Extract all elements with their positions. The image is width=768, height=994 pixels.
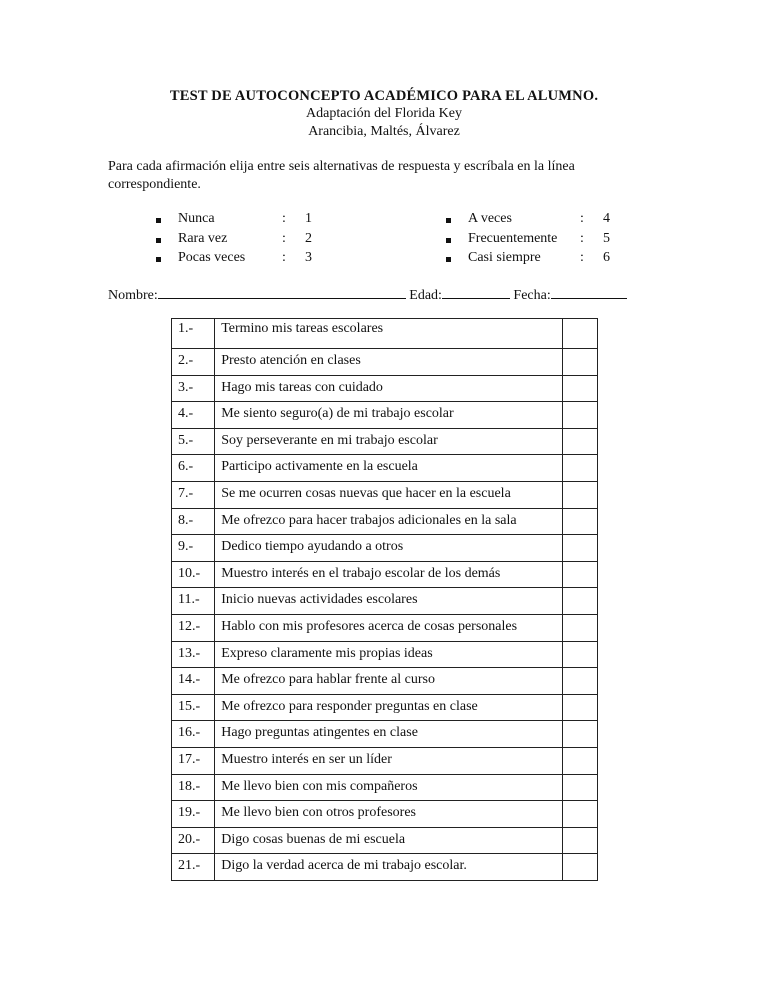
item-number: 9.-: [172, 535, 215, 562]
bullet-icon: [446, 257, 451, 262]
scale-option: [154, 250, 334, 270]
document-authors: Arancibia, Maltés, Álvarez: [308, 124, 460, 139]
answer-cell[interactable]: [563, 402, 598, 429]
item-number: 11.-: [172, 588, 215, 615]
table-row: [172, 774, 598, 801]
scale-separator: :: [580, 230, 584, 246]
table-row: [172, 801, 598, 828]
questionnaire-table: [171, 318, 598, 881]
item-statement: Hago mis tareas con cuidado: [215, 375, 563, 402]
table-row: [172, 508, 598, 535]
scale-option: [154, 231, 334, 251]
item-number: 16.-: [172, 721, 215, 748]
table-row: [172, 668, 598, 695]
answer-cell[interactable]: [563, 747, 598, 774]
scale-separator: :: [282, 211, 286, 226]
bullet-icon: [156, 238, 161, 243]
item-number: 21.-: [172, 854, 215, 881]
scale-value: 4: [603, 211, 610, 226]
scale-label: A veces: [468, 211, 512, 226]
scale-option: [444, 250, 624, 270]
date-label: Fecha:: [513, 288, 551, 303]
table-row: [172, 561, 598, 588]
bullet-icon: [446, 218, 451, 223]
answer-cell[interactable]: [563, 614, 598, 641]
table-row: [172, 481, 598, 508]
instructions-paragraph: Para cada afirmación elija entre seis alternativas de respuesta y escríbala en la línea correspondiente.: [108, 159, 575, 192]
bullet-icon: [446, 238, 451, 243]
answer-cell[interactable]: [563, 668, 598, 695]
item-statement: Dedico tiempo ayudando a otros: [215, 535, 563, 562]
table-row: [172, 641, 598, 668]
name-label: Nombre:: [108, 288, 158, 303]
item-number: 14.-: [172, 668, 215, 695]
item-statement: Digo cosas buenas de mi escuela: [215, 827, 563, 854]
item-statement: Me ofrezco para responder preguntas en clase: [215, 694, 563, 721]
item-number: 19.-: [172, 801, 215, 828]
answer-cell[interactable]: [563, 827, 598, 854]
answer-cell[interactable]: [563, 319, 598, 349]
scale-option: [444, 231, 624, 251]
age-blank-line[interactable]: [442, 284, 510, 299]
item-statement: Se me ocurren cosas nuevas que hacer en la escuela: [215, 481, 563, 508]
item-number: 17.-: [172, 747, 215, 774]
scale-separator: :: [580, 250, 584, 265]
scale-label: Pocas veces: [178, 250, 246, 265]
scale-label: Rara vez: [178, 230, 228, 246]
table-row: [172, 349, 598, 376]
item-number: 2.-: [172, 349, 215, 376]
item-number: 3.-: [172, 375, 215, 402]
bullet-icon: [156, 218, 161, 223]
item-number: 8.-: [172, 508, 215, 535]
document-subtitle: Adaptación del Florida Key: [306, 106, 462, 121]
student-info-fields: [108, 284, 627, 304]
scale-value: 2: [305, 230, 312, 246]
scale-option: [154, 211, 334, 231]
table-row: [172, 402, 598, 429]
item-number: 6.-: [172, 455, 215, 482]
item-statement: Me llevo bien con mis compañeros: [215, 774, 563, 801]
scale-label: Casi siempre: [468, 250, 541, 265]
table-row: [172, 614, 598, 641]
answer-cell[interactable]: [563, 481, 598, 508]
item-number: 10.-: [172, 561, 215, 588]
answer-cell[interactable]: [563, 535, 598, 562]
item-statement: Me siento seguro(a) de mi trabajo escolar: [215, 402, 563, 429]
response-scale-right: [444, 211, 624, 270]
item-number: 7.-: [172, 481, 215, 508]
item-statement: Hablo con mis profesores acerca de cosas personales: [215, 614, 563, 641]
item-statement: Me ofrezco para hacer trabajos adicionales en la sala: [215, 508, 563, 535]
item-statement: Termino mis tareas escolares: [215, 319, 563, 349]
item-number: 20.-: [172, 827, 215, 854]
item-number: 5.-: [172, 428, 215, 455]
table-row: [172, 694, 598, 721]
scale-option: [444, 211, 624, 231]
table-row: [172, 455, 598, 482]
scale-value: 5: [603, 230, 610, 246]
answer-cell[interactable]: [563, 561, 598, 588]
item-number: 15.-: [172, 694, 215, 721]
item-number: 4.-: [172, 402, 215, 429]
item-statement: Participo activamente en la escuela: [215, 455, 563, 482]
answer-cell[interactable]: [563, 694, 598, 721]
answer-cell[interactable]: [563, 508, 598, 535]
item-statement: Hago preguntas atingentes en clase: [215, 721, 563, 748]
table-row: [172, 588, 598, 615]
table-row: [172, 827, 598, 854]
scale-value: 3: [305, 250, 312, 265]
table-row: [172, 721, 598, 748]
answer-cell[interactable]: [563, 349, 598, 376]
answer-cell[interactable]: [563, 455, 598, 482]
item-statement: Digo la verdad acerca de mi trabajo escolar.: [215, 854, 563, 881]
scale-value: 6: [603, 250, 610, 265]
answer-cell[interactable]: [563, 641, 598, 668]
item-statement: Muestro interés en ser un líder: [215, 747, 563, 774]
table-row: [172, 535, 598, 562]
bullet-icon: [156, 257, 161, 262]
table-row: [172, 375, 598, 402]
item-statement: Expreso claramente mis propias ideas: [215, 641, 563, 668]
answer-cell[interactable]: [563, 774, 598, 801]
answer-cell[interactable]: [563, 721, 598, 748]
scale-label: Nunca: [178, 211, 215, 226]
scale-separator: :: [580, 211, 584, 226]
table-row: [172, 428, 598, 455]
scale-separator: :: [282, 230, 286, 246]
answer-cell[interactable]: [563, 588, 598, 615]
age-label: Edad:: [409, 288, 442, 303]
item-statement: Inicio nuevas actividades escolares: [215, 588, 563, 615]
answer-cell[interactable]: [563, 801, 598, 828]
item-statement: Soy perseverante en mi trabajo escolar: [215, 428, 563, 455]
date-blank-line[interactable]: [551, 284, 627, 299]
name-blank-line[interactable]: [158, 284, 406, 299]
scale-label: Frecuentemente: [468, 230, 558, 246]
answer-cell[interactable]: [563, 375, 598, 402]
answer-cell[interactable]: [563, 854, 598, 881]
item-statement: Presto atención en clases: [215, 349, 563, 376]
document-title: TEST DE AUTOCONCEPTO ACADÉMICO PARA EL ALUMNO.: [169, 88, 599, 104]
scale-value: 1: [305, 211, 312, 226]
table-row: [172, 854, 598, 881]
table-row: [172, 747, 598, 774]
item-statement: Me ofrezco para hablar frente al curso: [215, 668, 563, 695]
table-row: [172, 319, 598, 349]
item-number: 18.-: [172, 774, 215, 801]
item-statement: Muestro interés en el trabajo escolar de los demás: [215, 561, 563, 588]
answer-cell[interactable]: [563, 428, 598, 455]
item-number: 1.-: [172, 319, 215, 349]
item-number: 12.-: [172, 614, 215, 641]
item-statement: Me llevo bien con otros profesores: [215, 801, 563, 828]
item-number: 13.-: [172, 641, 215, 668]
response-scale-left: [154, 211, 334, 270]
scale-separator: :: [282, 250, 286, 265]
